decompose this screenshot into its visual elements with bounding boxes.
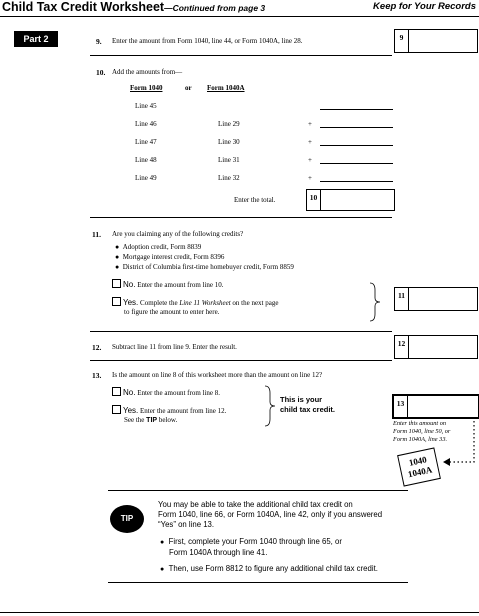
separator — [90, 331, 392, 332]
line10-entry-4[interactable] — [320, 162, 393, 164]
line11-yes-text-2: to figure the amount to enter here. — [124, 308, 220, 316]
line10-row-a: Line 45 — [135, 102, 157, 110]
title-text: Child Tax Credit Worksheet — [2, 0, 165, 14]
separator — [90, 55, 392, 56]
line11-yes-option[interactable]: Yes. Complete the Line 11 Worksheet on the next page — [112, 297, 278, 307]
line11-box-label: 11 — [395, 288, 409, 310]
plus-sign: + — [308, 138, 312, 146]
line11-no-option[interactable]: No. Enter the amount from line 10. — [112, 279, 224, 289]
continued-text: —Continued from page 3 — [164, 3, 266, 13]
line10-number: 10. — [96, 68, 106, 77]
line9-entry-box[interactable] — [394, 29, 478, 53]
line10-row-a: Line 47 — [135, 138, 157, 146]
separator — [90, 360, 392, 361]
form1040-heading: Form 1040 — [130, 84, 163, 92]
line12-box-label: 12 — [395, 336, 409, 358]
line10-row-a: Line 48 — [135, 156, 157, 164]
credit-item: ● District of Columbia first-time homebuyer credit, Form 8859 — [115, 263, 294, 271]
line12-entry-box[interactable] — [394, 335, 478, 359]
line9-box-label: 9 — [395, 30, 409, 52]
plus-sign: + — [308, 174, 312, 182]
line13-no-option[interactable]: No. Enter the amount from line 8. — [112, 387, 220, 397]
line10-entry-2[interactable] — [320, 126, 393, 128]
line10-entry-1[interactable] — [320, 108, 393, 110]
right-brace-icon — [263, 385, 277, 427]
tip-icon: TIP — [110, 505, 144, 533]
form-1040-icon: 1040 1040A — [397, 447, 441, 486]
brace-note-2: child tax credit. — [280, 405, 336, 414]
plus-sign: + — [308, 120, 312, 128]
line13-box-label: 13 — [394, 396, 408, 417]
yes-checkbox[interactable] — [112, 405, 121, 414]
worksheet-title — [2, 0, 265, 14]
right-brace-icon — [368, 282, 382, 322]
separator — [108, 582, 408, 583]
credit-item: ● Adoption credit, Form 8839 — [115, 243, 202, 251]
line10-row-b: Line 29 — [218, 120, 240, 128]
yes-checkbox[interactable] — [112, 297, 121, 306]
line11-number: 11. — [92, 230, 101, 239]
no-checkbox[interactable] — [112, 387, 121, 396]
part-badge: Part 2 — [14, 31, 58, 47]
line12-text: Subtract line 11 from line 9. Enter the result. — [112, 343, 237, 351]
line13-number: 13. — [92, 371, 102, 380]
line11-text: Are you claiming any of the following credits? — [112, 230, 244, 238]
no-checkbox[interactable] — [112, 279, 121, 288]
footer-rule — [0, 612, 479, 613]
line11-entry-box[interactable] — [394, 287, 478, 311]
line10-row-a: Line 49 — [135, 174, 157, 182]
tip-bullet-1: ● First, complete your Form 1040 through line 65, or Form 1040A through line 41. — [160, 537, 342, 557]
line10-row-b: Line 31 — [218, 156, 240, 164]
line13-text: Is the amount on line 8 of this worksheet more than the amount on line 12? — [112, 371, 323, 379]
line10-box-label: 10 — [307, 190, 321, 210]
line9-number: 9. — [96, 37, 102, 46]
header-rule — [0, 16, 479, 17]
line10-row-a: Line 46 — [135, 120, 157, 128]
line10-text: Add the amounts from— — [112, 68, 183, 76]
separator — [90, 217, 392, 218]
plus-sign: + — [308, 156, 312, 164]
line12-number: 12. — [92, 343, 102, 352]
tip-bullet-2: ● Then, use Form 8812 to figure any additional child tax credit. — [160, 564, 378, 573]
line10-entry-5[interactable] — [320, 180, 393, 182]
credit-item: ● Mortgage interest credit, Form 8396 — [115, 253, 225, 261]
line10-entry-3[interactable] — [320, 144, 393, 146]
line13-yes-option[interactable]: Yes. Enter the amount from line 12. — [112, 405, 226, 415]
line10-total-box[interactable] — [306, 189, 395, 211]
total-label: Enter the total. — [234, 196, 276, 204]
line9-text: Enter the amount from Form 1040, line 44, or Form 1040A, line 28. — [112, 37, 303, 45]
line10-row-b: Line 32 — [218, 174, 240, 182]
form1040a-heading: Form 1040A — [207, 84, 245, 92]
tip-paragraph: You may be able to take the additional child tax credit on Form 1040, line 66, or Form 1040A, line 42, only if you answered “Yes” on line 13. — [158, 500, 383, 529]
brace-note-1: This is your — [280, 395, 323, 404]
or-label: or — [185, 84, 192, 92]
line13-yes-text-2: See the TIP below. — [124, 416, 178, 424]
separator — [108, 490, 408, 491]
line10-row-b: Line 30 — [218, 138, 240, 146]
line13-note: Enter this amount on Form 1040, line 50, or Form 1040A, line 33. — [393, 420, 451, 443]
keep-records-label: Keep for Your Records — [373, 1, 476, 12]
